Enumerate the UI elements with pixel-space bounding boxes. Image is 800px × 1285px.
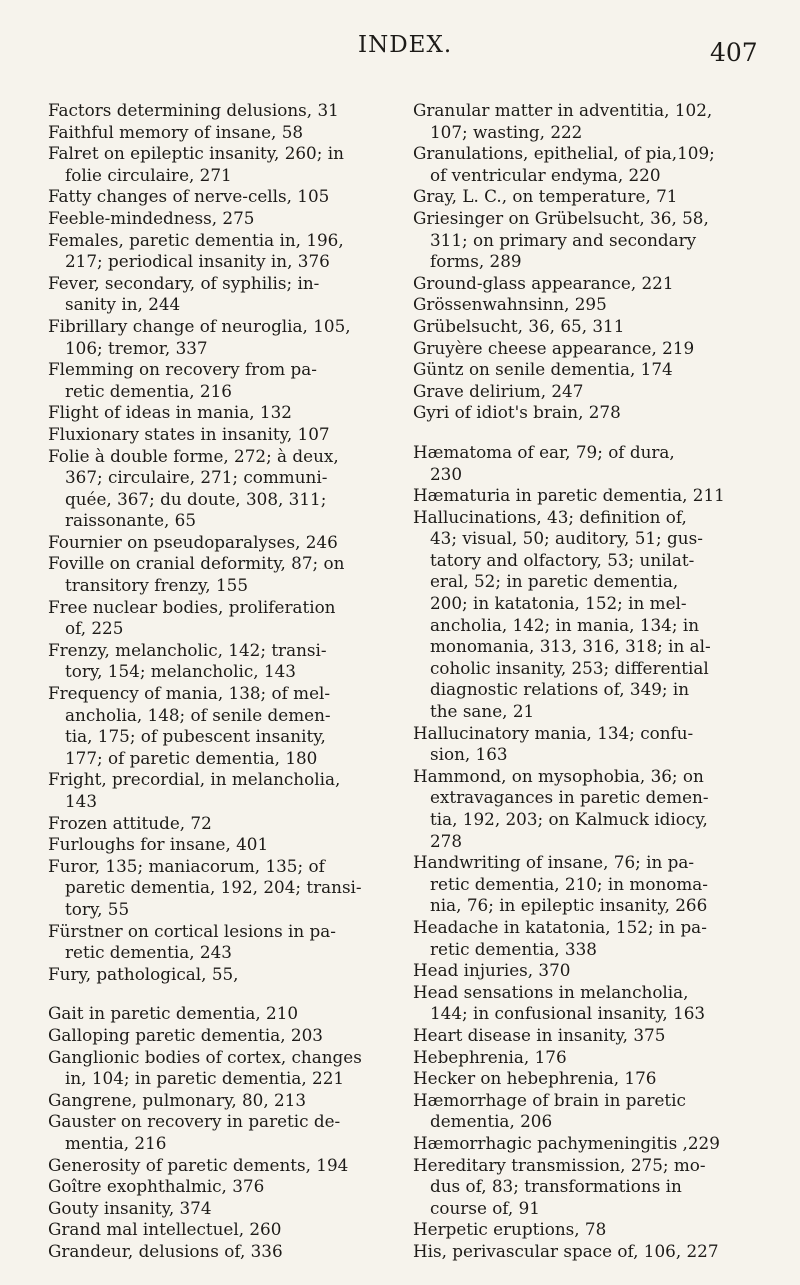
index-entry-continuation: nia, 76; in epileptic insanity, 266 xyxy=(430,895,708,916)
index-entry-continuation: course of, 91 xyxy=(430,1197,540,1218)
index-entry-continuation: 367; circulaire, 271; communi- xyxy=(65,467,328,488)
index-entry-line: Grübelsucht, 36, 65, 311 xyxy=(413,315,625,336)
index-entry-continuation: the sane, 21 xyxy=(430,701,535,722)
index-entry xyxy=(48,446,423,532)
index-entry xyxy=(413,316,788,338)
index-entry-continuation: retic dementia, 338 xyxy=(430,938,597,959)
index-entry xyxy=(413,273,788,295)
index-entry xyxy=(48,683,423,769)
index-entry-line: Fluxionary states in insanity, 107 xyxy=(48,423,330,444)
index-entry-line: Gouty insanity, 374 xyxy=(48,1197,212,1218)
index-entry xyxy=(48,402,423,424)
index-entry-line: Hecker on hebephrenia, 176 xyxy=(413,1068,657,1089)
index-column-right xyxy=(413,100,788,1262)
index-entry xyxy=(413,507,788,723)
index-entry-line: Fournier on pseudoparalyses, 246 xyxy=(48,531,338,552)
index-entry xyxy=(48,1047,423,1090)
index-entry xyxy=(48,856,423,921)
index-entry-continuation: dus of, 83; transformations in xyxy=(430,1176,682,1197)
index-entry-continuation: monomania, 313, 316, 318; in al- xyxy=(430,636,711,657)
index-entry-line: Güntz on senile dementia, 174 xyxy=(413,359,673,380)
section-gap xyxy=(413,424,788,442)
index-entry-line: Handwriting of insane, 76; in pa- xyxy=(413,852,695,873)
index-entry xyxy=(413,1219,788,1241)
index-entry xyxy=(48,1241,423,1263)
index-entry-line: Ganglionic bodies of cortex, changes xyxy=(48,1046,362,1067)
index-entry xyxy=(413,1068,788,1090)
index-entry xyxy=(413,1155,788,1220)
running-title: INDEX. xyxy=(358,32,453,58)
index-entry xyxy=(48,186,423,208)
index-entry-line: Furloughs for insane, 401 xyxy=(48,834,269,855)
index-entry-line: Headache in katatonia, 152; in pa- xyxy=(413,916,707,937)
index-entry-line: Granulations, epithelial, of pia,109; xyxy=(413,143,715,164)
index-entry-line: Flemming on recovery from pa- xyxy=(48,359,317,380)
index-entry xyxy=(413,338,788,360)
index-entry xyxy=(48,532,423,554)
page-header xyxy=(0,24,800,67)
index-entry xyxy=(413,917,788,960)
index-entry-line: Head injuries, 370 xyxy=(413,960,571,981)
index-entry-continuation: tory, 55 xyxy=(65,898,130,919)
index-entry xyxy=(48,230,423,273)
index-entry-continuation: ancholia, 142; in mania, 134; in xyxy=(430,614,700,635)
index-entry-line: Free nuclear bodies, proliferation xyxy=(48,596,336,617)
index-entry-continuation: quée, 367; du doute, 308, 311; xyxy=(65,488,327,509)
index-entry-continuation: ancholia, 148; of senile demen- xyxy=(65,704,331,725)
index-entry xyxy=(413,208,788,273)
index-entry-continuation: dementia, 206 xyxy=(430,1111,553,1132)
index-entry xyxy=(413,402,788,424)
index-entry-continuation: 311; on primary and secondary xyxy=(430,229,697,250)
index-entry-line: Faithful memory of insane, 58 xyxy=(48,121,304,142)
index-entry-line: Females, paretic dementia in, 196, xyxy=(48,229,344,250)
index-entry-line: Hammond, on mysophobia, 36; on xyxy=(413,765,704,786)
index-entry-line: Head sensations in melancholia, xyxy=(413,981,689,1002)
index-entry-continuation: of ventricular endyma, 220 xyxy=(430,164,661,185)
index-entry xyxy=(48,208,423,230)
index-entry-continuation: paretic dementia, 192, 204; transi- xyxy=(65,877,362,898)
index-entry-continuation: forms, 289 xyxy=(430,251,522,272)
index-entry xyxy=(48,143,423,186)
index-entry-line: Gait in paretic dementia, 210 xyxy=(48,1003,299,1024)
index-entry xyxy=(413,852,788,917)
index-entry-line: Folie à double forme, 272; à deux, xyxy=(48,445,339,466)
index-entry-line: Gyri of idiot's brain, 278 xyxy=(413,402,621,423)
index-entry xyxy=(48,1090,423,1112)
index-entry xyxy=(413,982,788,1025)
index-entry xyxy=(48,769,423,812)
index-entry xyxy=(413,442,788,485)
index-entry-continuation: of, 225 xyxy=(65,618,124,639)
index-entry xyxy=(413,143,788,186)
index-entry-line: Flight of ideas in mania, 132 xyxy=(48,402,292,423)
index-entry-line: Galloping paretic dementia, 203 xyxy=(48,1024,323,1045)
index-entry-line: Fatty changes of nerve-cells, 105 xyxy=(48,186,330,207)
index-entry-line: Factors determining delusions, 31 xyxy=(48,100,339,120)
index-entry xyxy=(48,553,423,596)
index-entry-line: Hallucinations, 43; definition of, xyxy=(413,506,687,527)
index-entry xyxy=(413,100,788,143)
index-entry xyxy=(413,1047,788,1069)
index-entry-continuation: raissonante, 65 xyxy=(65,510,197,531)
index-entry-line: Gangrene, pulmonary, 80, 213 xyxy=(48,1089,307,1110)
index-entry-continuation: tatory and olfactory, 53; unilat- xyxy=(430,549,695,570)
index-entry-line: His, perivascular space of, 106, 227 xyxy=(413,1240,719,1261)
index-entry-continuation: sanity in, 244 xyxy=(65,294,181,315)
index-entry-line: Grave delirium, 247 xyxy=(413,380,584,401)
index-entry-continuation: 200; in katatonia, 152; in mel- xyxy=(430,593,687,614)
index-entry-line: Grand mal intellectuel, 260 xyxy=(48,1219,282,1240)
index-entry xyxy=(48,964,423,986)
section-gap xyxy=(48,985,423,1003)
index-entry-continuation: in, 104; in paretic dementia, 221 xyxy=(65,1068,345,1089)
page-number: 407 xyxy=(710,38,758,67)
index-entry-line: Hæmorrhagic pachymeningitis ,229 xyxy=(413,1132,720,1153)
index-entry-line: Frenzy, melancholic, 142; transi- xyxy=(48,639,327,660)
index-entry-line: Fury, pathological, 55, xyxy=(48,963,239,984)
index-entry xyxy=(48,1025,423,1047)
index-entry xyxy=(413,1133,788,1155)
index-entry xyxy=(48,640,423,683)
index-entry-continuation: tory, 154; melancholic, 143 xyxy=(65,661,296,682)
index-entry xyxy=(48,122,423,144)
index-entry xyxy=(413,723,788,766)
index-entry xyxy=(413,960,788,982)
index-entry-continuation: folie circulaire, 271 xyxy=(65,164,232,185)
index-entry-line: Herpetic eruptions, 78 xyxy=(413,1219,607,1240)
index-entry-continuation: mentia, 216 xyxy=(65,1132,167,1153)
index-entry-continuation: 230 xyxy=(430,463,463,484)
index-entry-line: Hæmorrhage of brain in paretic xyxy=(413,1089,686,1110)
index-entry-continuation: sion, 163 xyxy=(430,744,508,765)
index-entry-line: Hæmatoma of ear, 79; of dura, xyxy=(413,441,675,462)
index-entry-continuation: eral, 52; in paretic dementia, xyxy=(430,571,679,592)
index-entry-line: Furor, 135; maniacorum, 135; of xyxy=(48,855,325,876)
index-entry-continuation: transitory frenzy, 155 xyxy=(65,575,249,596)
index-entry xyxy=(413,186,788,208)
index-entry-line: Gray, L. C., on temperature, 71 xyxy=(413,186,678,207)
index-entry-line: Grössenwahnsinn, 295 xyxy=(413,294,607,315)
index-entry-line: Grandeur, delusions of, 336 xyxy=(48,1240,283,1261)
index-entry-continuation: 106; tremor, 337 xyxy=(65,337,208,358)
index-entry-continuation: 217; periodical insanity in, 376 xyxy=(65,251,330,272)
index-entry-line: Griesinger on Grübelsucht, 36, 58, xyxy=(413,207,709,228)
index-entry-continuation: tia, 175; of pubescent insanity, xyxy=(65,726,326,747)
index-entry xyxy=(413,1090,788,1133)
index-entry xyxy=(413,766,788,852)
index-entry-continuation: retic dementia, 210; in monoma- xyxy=(430,873,708,894)
index-entry xyxy=(48,1219,423,1241)
index-entry-continuation: 144; in confusional insanity, 163 xyxy=(430,1003,706,1024)
index-entry-line: Goître exophthalmic, 376 xyxy=(48,1176,265,1197)
index-entry xyxy=(48,359,423,402)
index-entry-line: Gruyère cheese appearance, 219 xyxy=(413,337,695,358)
index-column-left xyxy=(48,100,423,1262)
index-entry-continuation: 177; of paretic dementia, 180 xyxy=(65,747,318,768)
index-entry-line: Hallucinatory mania, 134; confu- xyxy=(413,722,694,743)
index-entry xyxy=(48,1198,423,1220)
index-entry-continuation: diagnostic relations of, 349; in xyxy=(430,679,690,700)
index-entry-continuation: retic dementia, 243 xyxy=(65,942,232,963)
index-entry-line: Frequency of mania, 138; of mel- xyxy=(48,683,331,704)
index-entry xyxy=(48,921,423,964)
index-entry xyxy=(48,597,423,640)
index-entry-continuation: coholic insanity, 253; differential xyxy=(430,657,709,678)
index-entry xyxy=(413,359,788,381)
index-entry xyxy=(413,381,788,403)
index-entry-line: Falret on epileptic insanity, 260; in xyxy=(48,143,344,164)
index-entry xyxy=(48,100,423,122)
index-entry xyxy=(48,1003,423,1025)
index-entry-line: Fürstner on cortical lesions in pa- xyxy=(48,920,336,941)
index-entry-continuation: retic dementia, 216 xyxy=(65,380,232,401)
index-entry-continuation: extravagances in paretic demen- xyxy=(430,787,709,808)
index-entry-line: Heart disease in insanity, 375 xyxy=(413,1024,666,1045)
index-entry-line: Granular matter in adventitia, 102, xyxy=(413,100,713,120)
index-entry xyxy=(413,1025,788,1047)
index-entry-line: Hebephrenia, 176 xyxy=(413,1046,567,1067)
index-entry xyxy=(413,294,788,316)
index-entry-line: Ground-glass appearance, 221 xyxy=(413,272,674,293)
index-entry-line: Fibrillary change of neuroglia, 105, xyxy=(48,315,351,336)
index-entry xyxy=(413,485,788,507)
index-entry xyxy=(48,1111,423,1154)
index-entry-line: Fright, precordial, in melancholia, xyxy=(48,769,341,790)
index-entry xyxy=(48,813,423,835)
index-entry xyxy=(48,316,423,359)
index-entry xyxy=(413,1241,788,1263)
index-entry xyxy=(48,1155,423,1177)
index-entry-line: Hereditary transmission, 275; mo- xyxy=(413,1154,706,1175)
index-entry-line: Generosity of paretic dements, 194 xyxy=(48,1154,349,1175)
index-entry xyxy=(48,273,423,316)
index-entry-continuation: tia, 192, 203; on Kalmuck idiocy, xyxy=(430,809,708,829)
index-entry-continuation: 143 xyxy=(65,791,98,811)
index-entry-continuation: 43; visual, 50; auditory, 51; gus- xyxy=(430,528,703,549)
index-entry-line: Frozen attitude, 72 xyxy=(48,812,212,833)
index-entry-line: Fever, secondary, of syphilis; in- xyxy=(48,272,320,293)
index-entry xyxy=(48,1176,423,1198)
index-entry-line: Gauster on recovery in paretic de- xyxy=(48,1111,341,1132)
index-entry-line: Feeble-mindedness, 275 xyxy=(48,207,255,228)
index-entry xyxy=(48,424,423,446)
index-entry-line: Hæmaturia in paretic dementia, 211 xyxy=(413,485,725,506)
index-entry-continuation: 278 xyxy=(430,830,463,851)
index-entry-continuation: 107; wasting, 222 xyxy=(430,121,583,142)
index-entry-line: Foville on cranial deformity, 87; on xyxy=(48,553,345,574)
index-entry xyxy=(48,834,423,856)
